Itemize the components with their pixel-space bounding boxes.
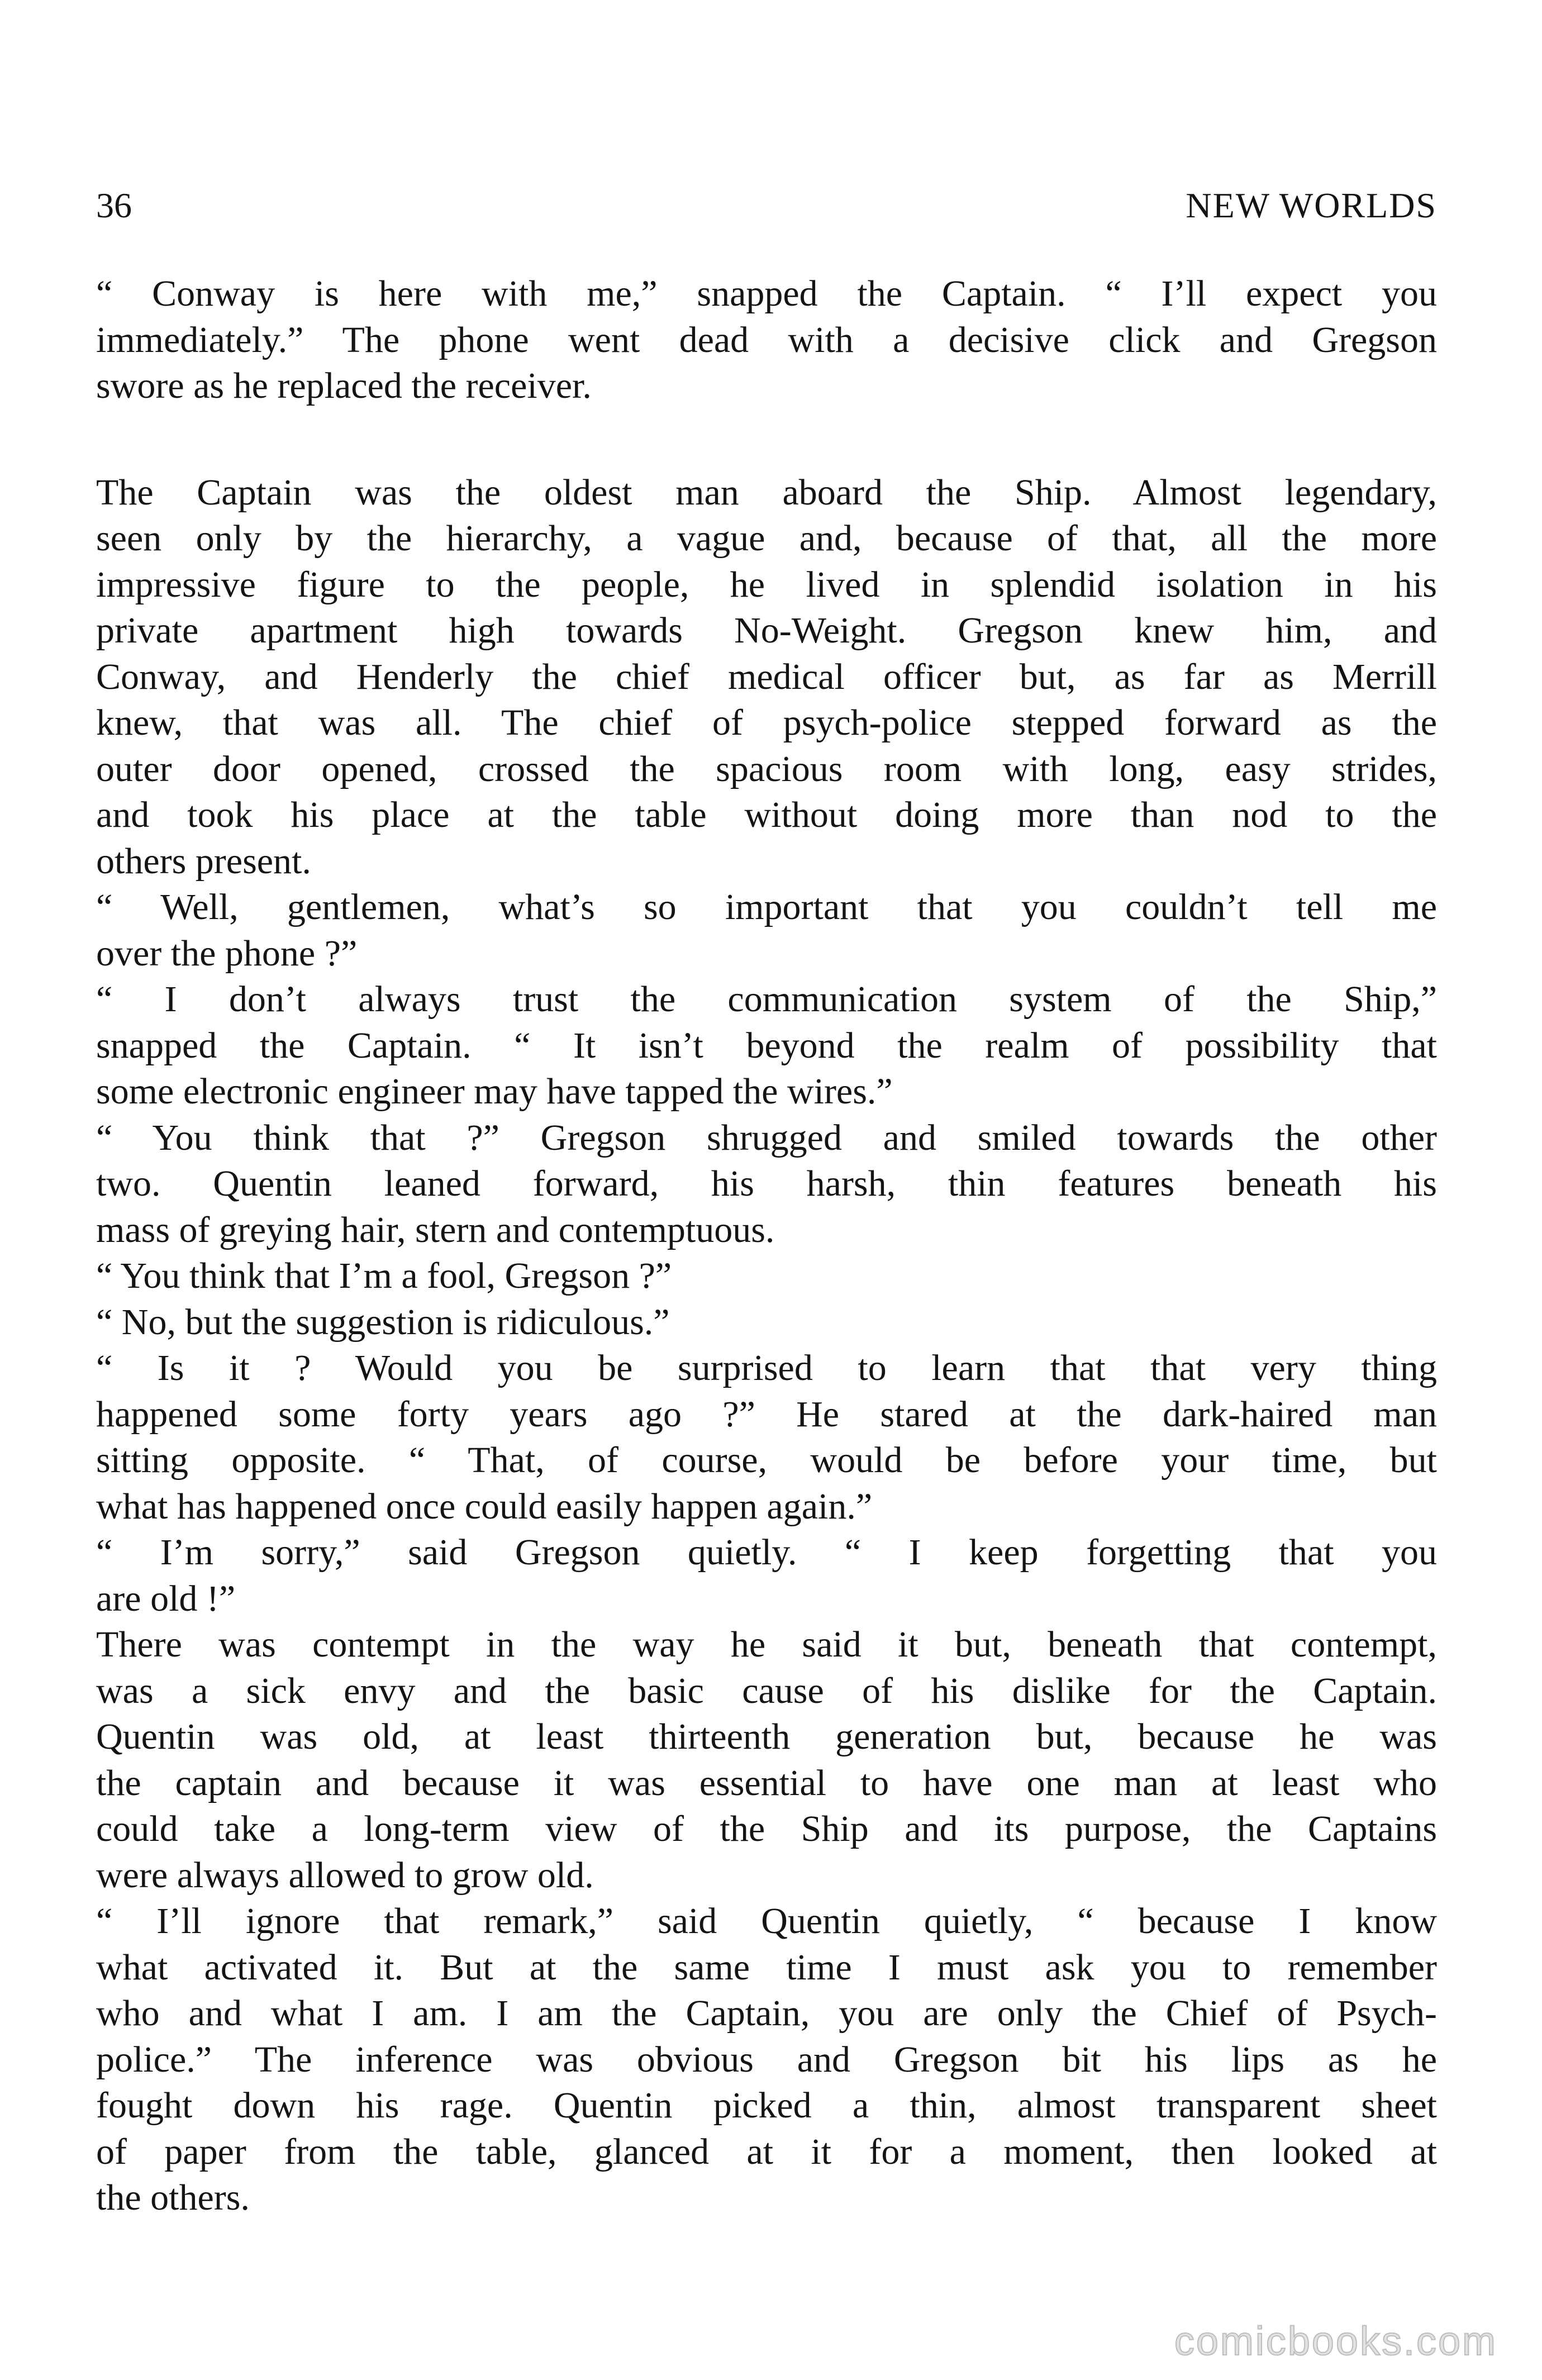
text-line: who and what I am. I am the Captain, you are only the Chief of Psych-	[96, 1993, 1437, 2034]
text-line: two. Quentin leaned forward, his harsh, thin features beneath his	[96, 1163, 1437, 1204]
text-line: There was contempt in the way he said it but, beneath that contempt,	[96, 1624, 1437, 1665]
text-line: over the phone ?”	[96, 932, 358, 974]
text-line: “ I’ll ignore that remark,” said Quentin quietly, “ because I know	[96, 1901, 1437, 1941]
text-line: snapped the Captain. “ It isn’t beyond the realm of possibility that	[96, 1025, 1437, 1066]
text-line: are old !”	[96, 1578, 236, 1619]
text-line: others present.	[96, 840, 311, 882]
text-line: were always allowed to grow old.	[96, 1854, 594, 1896]
text-line: what activated it. But at the same time I must ask you to remember	[96, 1946, 1437, 1988]
text-line: could take a long-term view of the Ship and its purpose, the Captains	[96, 1808, 1437, 1849]
text-line: impressive figure to the people, he lived in splendid isolation in his	[96, 564, 1437, 605]
paragraph	[96, 470, 1437, 2221]
text-line: private apartment high towards No-Weight. Gregson knew him, and	[96, 610, 1437, 651]
text-line: the others.	[96, 2177, 250, 2218]
text-line: “ Well, gentlemen, what’s so important that you couldn’t tell me	[96, 887, 1437, 927]
text-line: happened some forty years ago ?” He stared at the dark-haired man	[96, 1393, 1437, 1435]
section-break	[96, 410, 1437, 470]
text-line: “ I don’t always trust the communication system of the Ship,”	[96, 979, 1437, 1020]
text-line: some electronic engineer may have tapped the wires.”	[96, 1071, 893, 1112]
text-line: what has happened once could easily happen again.”	[96, 1486, 873, 1527]
text-line: swore as he replaced the receiver.	[96, 365, 592, 406]
text-line: fought down his rage. Quentin picked a thin, almost transparent sheet	[96, 2085, 1437, 2126]
text-line: “ Is it ? Would you be surprised to learn that that very thing	[96, 1348, 1437, 1388]
text-line: mass of greying hair, stern and contemptuous.	[96, 1209, 775, 1250]
text-line: immediately.” The phone went dead with a decisive click and Gregson	[96, 319, 1437, 360]
text-line: Conway, and Henderly the chief medical officer but, as far as Merrill	[96, 656, 1437, 697]
paragraph	[96, 271, 1437, 410]
text-line: “ I’m sorry,” said Gregson quietly. “ I keep forgetting that you	[96, 1532, 1437, 1573]
text-line: sitting opposite. “ That, of course, would be before your time, but	[96, 1440, 1437, 1481]
text-line: police.” The inference was obvious and Gregson bit his lips as he	[96, 2039, 1437, 2080]
running-title: NEW WORLDS	[1186, 185, 1437, 225]
text-line: the captain and because it was essential to have one man at least who	[96, 1762, 1437, 1803]
text-line: outer door opened, crossed the spacious room with long, easy strides,	[96, 748, 1437, 789]
text-line: “ You think that I’m a fool, Gregson ?”	[96, 1255, 672, 1296]
text-line: knew, that was all. The chief of psych-police stepped forward as the	[96, 702, 1437, 743]
page-number: 36	[96, 185, 132, 225]
body-text	[96, 271, 1437, 2221]
text-line: of paper from the table, glanced at it for a moment, then looked at	[96, 2131, 1437, 2172]
text-line: Quentin was old, at least thirteenth generation but, because he was	[96, 1716, 1437, 1757]
page-header	[96, 178, 1437, 234]
text-line: “ You think that ?” Gregson shrugged and smiled towards the other	[96, 1117, 1437, 1158]
text-line: seen only by the hierarchy, a vague and, because of that, all the more	[96, 518, 1437, 559]
text-line: was a sick envy and the basic cause of his dislike for the Captain.	[96, 1670, 1437, 1711]
text-line: The Captain was the oldest man aboard the Ship. Almost legendary,	[96, 472, 1437, 513]
text-line: “ Conway is here with me,” snapped the Captain. “ I’ll expect you	[96, 273, 1437, 314]
watermark: comicbooks.com	[1174, 2319, 1497, 2364]
text-line: “ No, but the suggestion is ridiculous.”	[96, 1301, 670, 1343]
text-line: and took his place at the table without doing more than nod to the	[96, 794, 1437, 835]
